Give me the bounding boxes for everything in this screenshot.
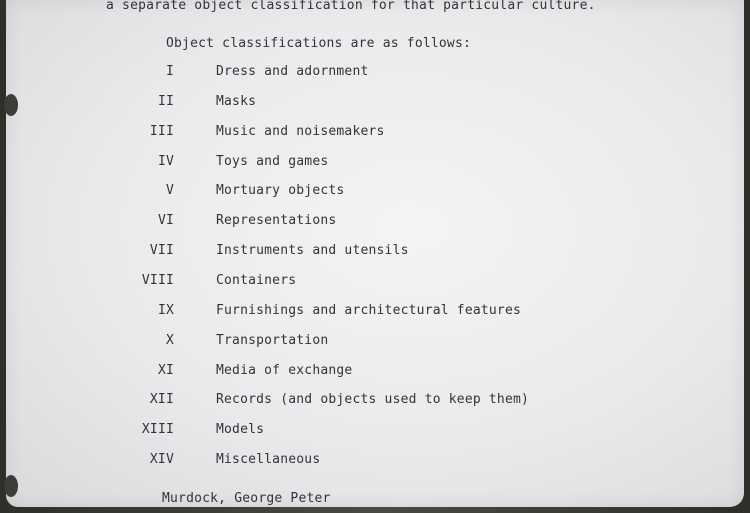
classification-numeral: XIV (149, 452, 174, 468)
classification-label: Music and noisemakers (216, 123, 385, 139)
classification-label: Mortuary objects (216, 183, 345, 199)
classification-numeral: VII (149, 243, 174, 259)
intro-text: Object classifications are as follows: (166, 36, 472, 51)
classification-numeral: XII (149, 392, 174, 408)
classification-label: Instruments and utensils (216, 243, 409, 259)
classification-label: Toys and games (216, 153, 329, 169)
classification-label: Containers (216, 272, 297, 288)
classification-label: Records (and objects used to keep them) (216, 392, 530, 408)
classification-numeral: I (165, 64, 174, 79)
classification-label: Transportation (216, 332, 329, 348)
classification-label: Representations (216, 213, 337, 229)
top-line-text: a separate object classification for that particular culture. (106, 0, 596, 13)
punch-hole (4, 475, 18, 497)
classification-numeral: IX (157, 302, 174, 318)
classification-numeral: XI (157, 362, 174, 378)
classification-label: Miscellaneous (216, 452, 321, 468)
classification-numeral: XIII (141, 422, 174, 438)
classification-label: Dress and adornment (216, 64, 369, 79)
document-page (6, 0, 744, 507)
classification-numeral: IV (157, 153, 174, 169)
classification-numeral: X (165, 332, 174, 348)
classification-numeral: III (149, 123, 174, 139)
classification-label: Media of exchange (216, 362, 353, 378)
classification-numeral: VIII (141, 272, 174, 288)
classification-numeral: II (157, 93, 174, 109)
classification-label: Models (216, 422, 265, 438)
classification-label: Furnishings and architectural features (216, 302, 522, 318)
punch-hole (4, 94, 18, 116)
classification-label: Masks (216, 93, 257, 109)
classification-numeral: VI (157, 213, 174, 229)
author-name: Murdock, George Peter (162, 491, 331, 506)
classification-numeral: V (165, 183, 174, 199)
